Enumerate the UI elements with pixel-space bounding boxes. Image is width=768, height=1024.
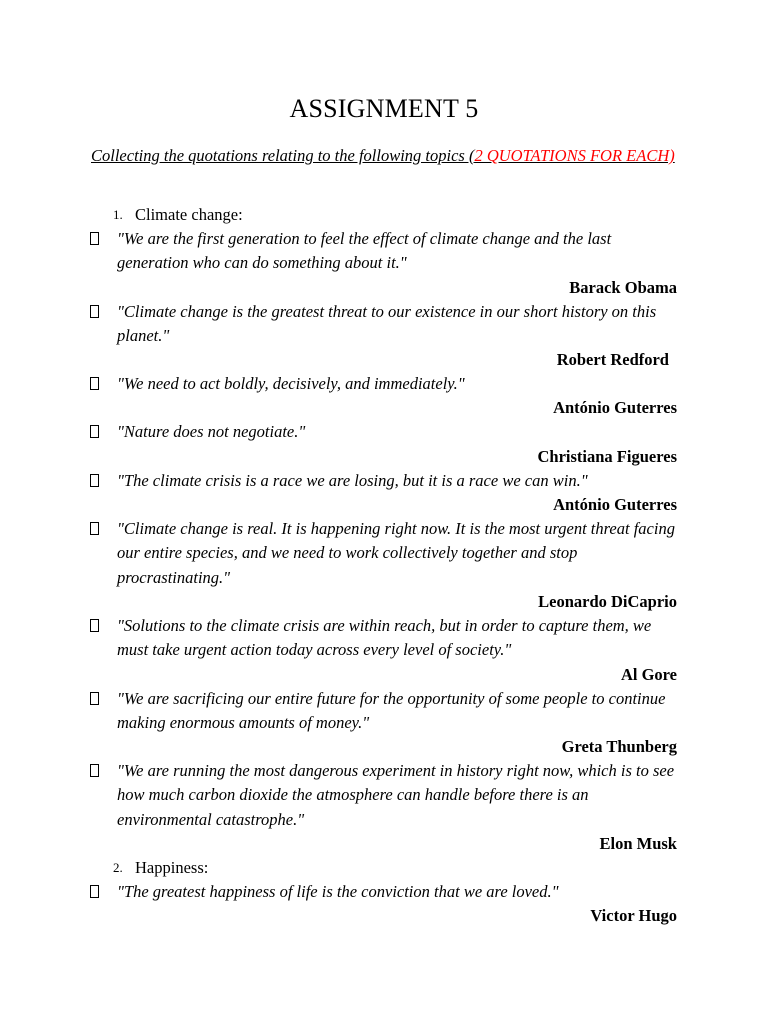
quote-item <box>0 880 768 928</box>
quote-item <box>0 759 768 856</box>
quote-item <box>0 300 768 373</box>
section-label: Climate change: <box>135 205 243 224</box>
quote-text: "Climate change is real. It is happening right now. It is the most urgent threat facing our entire species, and we need to work collectively together and stop procrastinating." <box>117 519 675 587</box>
quote-author: Greta Thunberg <box>561 737 677 757</box>
section-label: Happiness: <box>135 858 209 878</box>
quote-text: "The climate crisis is a race we are losing, but it is a race we can win." <box>117 470 588 490</box>
quotations-list <box>0 203 768 928</box>
bullet-icon <box>90 425 99 438</box>
quote-item <box>0 517 768 614</box>
quote-item <box>0 614 768 687</box>
bullet-icon <box>90 619 99 632</box>
quote-author: Christiana Figueres <box>537 446 677 466</box>
instruction-line <box>91 144 681 168</box>
quote-text: "We need to act boldly, decisively, and immediately." <box>117 374 465 394</box>
instruction-text: Collecting the quotations relating to the following topics ( <box>91 146 475 165</box>
quote-item <box>0 372 768 420</box>
quote-item <box>0 227 768 300</box>
bullet-icon <box>90 377 99 390</box>
quote-author: Al Gore <box>620 664 677 684</box>
quote-author: Barack Obama <box>569 277 677 297</box>
quote-item <box>0 420 768 468</box>
bullet-icon <box>90 522 99 535</box>
bullet-icon <box>90 305 99 318</box>
quote-author: Robert Redford <box>556 350 669 370</box>
quote-text: "We are sacrificing our entire future for the opportunity of some people to continue making enormous amounts of money." <box>117 688 666 732</box>
quote-text: "Solutions to the climate crisis are within reach, but in order to capture them, we must take urgent action today across every level of society." <box>117 615 652 660</box>
quote-text: "We are the first generation to feel the effect of climate change and the last generation who can do something about it." <box>117 229 612 273</box>
quote-text: "The greatest happiness of life is the conviction that we are loved." <box>117 882 559 902</box>
bullet-icon <box>90 474 99 487</box>
section-number: 1. <box>113 207 123 222</box>
quote-author: Victor Hugo <box>590 906 677 926</box>
section-heading-happiness <box>0 856 768 880</box>
instruction-accent: 2 QUOTATIONS FOR EACH) <box>474 146 675 165</box>
section-number: 2. <box>113 860 123 876</box>
quote-author: Elon Musk <box>599 834 677 854</box>
bullet-icon <box>90 885 99 898</box>
quote-item <box>0 687 768 760</box>
quote-author: António Guterres <box>553 495 677 515</box>
bullet-icon <box>90 232 99 245</box>
bullet-icon <box>90 764 99 777</box>
quote-author: Leonardo DiCaprio <box>538 591 677 611</box>
quote-text: "Climate change is the greatest threat to our existence in our short history on this planet." <box>117 301 657 345</box>
bullet-icon <box>90 692 99 705</box>
section-heading-climate-change <box>0 203 768 227</box>
quote-author: António Guterres <box>553 398 677 418</box>
quote-text: "Nature does not negotiate." <box>117 422 306 442</box>
page-title: ASSIGNMENT 5 <box>289 94 479 123</box>
quote-item <box>0 469 768 517</box>
quote-text: "We are running the most dangerous experiment in history right now, which is to see how much carbon dioxide the atmosphere can handle before there is an environmental catastrophe." <box>117 761 675 829</box>
